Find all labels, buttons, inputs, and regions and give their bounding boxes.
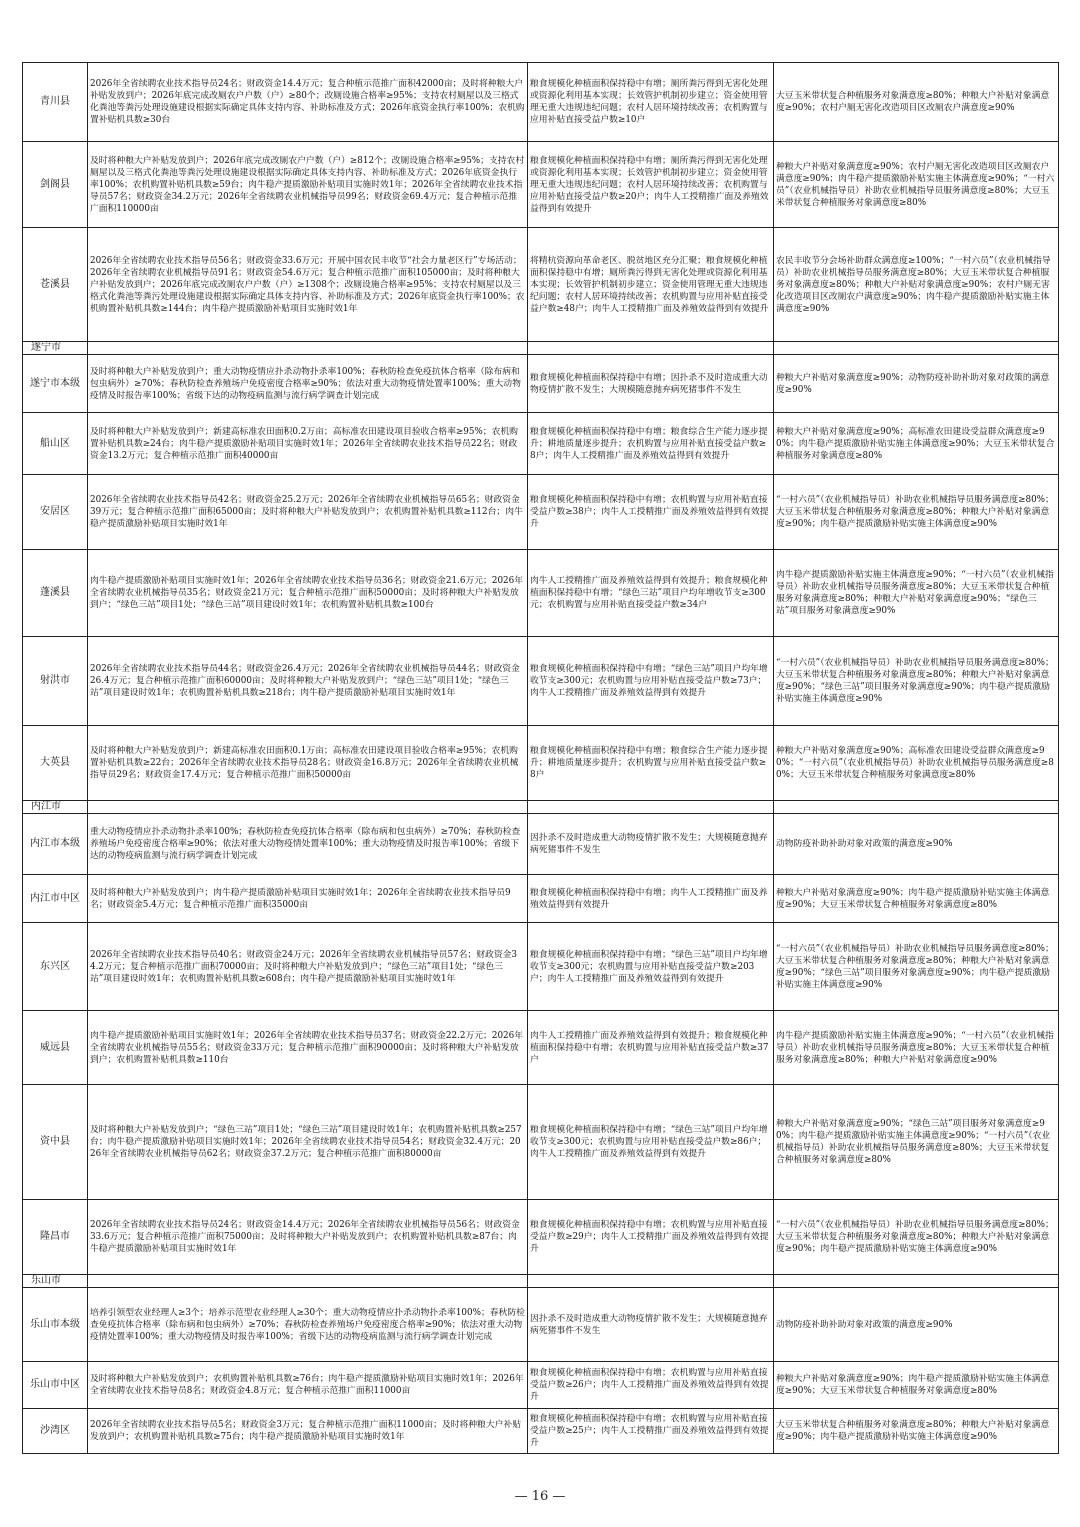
table-body [23,63,1059,1454]
task-indicator-cell: 2026年全省续聘农业技术指导员42名；财政资金25.2万元；2026年全省续聘农业机械指导员65名；财政资金39万元；复合种植示范推广面积65000亩；及时将种粮大户补贴发放到户；农机购置补贴机具数≥112台；肉牛稳产提质激励补贴项目实施时效1年 [88,475,528,550]
city-name-cell: 乐山市 [23,1275,88,1288]
county-name-cell: 船山区 [23,413,88,475]
table-row [23,875,1059,923]
county-name-cell: 沙湾区 [23,1409,88,1454]
satisfaction-indicator-cell: 种粮大户补贴对象满意度≥90%；高标准农田建设受益群众满意度≥90%；肉牛稳产提质激励补贴实施主体满意度≥90%；大豆玉米带状复合种植服务对象满意度≥80% [774,413,1059,475]
satisfaction-indicator-cell: 肉牛稳产提质激励补贴实施主体满意度≥90%；“一村六员”（农业机械指导员）补助农业机械指导员服务满意度≥80%；大豆玉米带状复合种植服务对象满意度≥80%；种粮大户补贴对象满意度≥90% [774,1011,1059,1085]
county-name-cell: 内江市中区 [23,875,88,923]
empty-cell [774,342,1059,355]
effect-indicator-cell: 因扑杀不及时造成重大动物疫情扩散不发生；大规模随意抛弃病死猪事件不发生 [528,814,774,875]
county-name-cell: 资中县 [23,1085,88,1200]
effect-indicator-cell: 粮食规模化种植面积保持稳中有增；粮食综合生产能力逐步提升；耕地质量逐步提升；农机购置与应用补贴直接受益户数≥8户；肉牛人工授精推广面及养殖效益得到有效提升 [528,413,774,475]
satisfaction-indicator-cell: 肉牛稳产提质激励补贴实施主体满意度≥90%；“一村六员”（农业机械指导员）补助农业机械指导员服务满意度≥80%；大豆玉米带状复合种植服务对象满意度≥80%；种粮大户补贴对象满意度≥90%；“绿色三站”项目服务对象满意度≥90% [774,550,1059,637]
table-row [23,726,1059,801]
county-name-cell: 苍溪县 [23,228,88,342]
page-number: — 16 — [514,1489,566,1504]
effect-indicator-cell: 因扑杀不及时造成重大动物疫情扩散不发生；大规模随意抛弃病死猪事件不发生 [528,1288,774,1362]
county-name-cell: 东兴区 [23,923,88,1011]
city-header-row [23,801,1059,814]
task-indicator-cell: 2026年全省续聘农业技术指导员56名；财政资金33.6万元；开展中国农民丰收节“社会力量老区行”专场活动；2026年全省续聘农业机械指导员91名；财政资金54.6万元；复合种植示范推广面积105000亩；及时将种粮大户补贴发放到户；2026年底完成改厕农户户数（户）≥1308个；改厕设施合格率≥95%；支持农村厕屋以及三格式化粪池等粪污处理设施建设根据实际确定具体支持内容、补助标准及方式；2026年底资金执行率100%；农机购置补贴机具数≥144台；肉牛稳产提质激励补贴项目实施时效1年 [88,228,528,342]
task-indicator-cell: 及时将种粮大户补贴发放到户；重大动物疫情应扑杀动物扑杀率100%；春秋防检查免疫抗体合格率（除布病和包虫病外）≥70%；春秋防检查养殖场户免疫密度合格率≥90%；依法对重大动物疫情处置率100%；重大动物疫情及时报告率100%；省级下达的动物疫病监测与流行病学调查计划完成 [88,355,528,413]
satisfaction-indicator-cell: “一村六员”（农业机械指导员）补助农业机械指导员服务满意度≥80%；大豆玉米带状复合种植服务对象满意度≥80%；种粮大户补贴对象满意度≥90%；肉牛稳产提质激励补贴实施主体满意度≥90% [774,475,1059,550]
task-indicator-cell: 2026年全省续聘农业技术指导员40名；财政资金24万元；2026年全省续聘农业机械指导员57名；财政资金34.2万元；复合种植示范推广面积70000亩；及时将种粮大户补贴发放到户；“绿色三站”项目1处；“绿色三站”项目建设时效1年；农机购置补贴机具数≥608台；肉牛稳产提质激励补贴项目实施时效1年 [88,923,528,1011]
county-name-cell: 青川县 [23,63,88,142]
empty-cell [528,801,774,814]
effect-indicator-cell: 粮食规模化种植面积保持稳中有增；厕所粪污得到无害化处理或资源化利用基本实现；长效管护机制初步建立；资金使用管理无重大违规违纪问题；农村人居环境持续改善；农机购置与应用补贴直接受益户数≥20户；肉牛人工授精推广面及养殖效益得到有效提升 [528,142,774,228]
satisfaction-indicator-cell: 动物防疫补助补助对象对政策的满意度≥90% [774,814,1059,875]
empty-cell [88,801,528,814]
city-header-row [23,1275,1059,1288]
satisfaction-indicator-cell: 种粮大户补贴对象满意度≥90%；农村户厕无害化改造项目区改厕农户满意度≥90%；肉牛稳产提质激励补贴实施主体满意度≥90%；“一村六员”（农业机械指导员）补助农业机械指导员服务满意度≥80%；大豆玉米带状复合种植服务对象满意度≥80% [774,142,1059,228]
effect-indicator-cell: 粮食规模化种植面积保持稳中有增；粮食综合生产能力逐步提升；耕地质量逐步提升；农机购置与应用补贴直接受益户数≥8户 [528,726,774,801]
table-row [23,1085,1059,1200]
effect-indicator-cell: 粮食规模化种植面积保持稳中有增；农机购置与应用补贴直接受益户数≥38户；肉牛人工授精推广面及养殖效益得到有效提升 [528,475,774,550]
task-indicator-cell: 重大动物疫情应扑杀动物扑杀率100%；春秋防检查免疫抗体合格率（除布病和包虫病外）≥70%；春秋防检查养殖场户免疫密度合格率≥90%；依法对重大动物疫情处置率100%；重大动物疫情及时报告率100%；省级下达的动物疫病监测与流行病学调查计划完成 [88,814,528,875]
table-row [23,228,1059,342]
table-row [23,550,1059,637]
task-indicator-cell: 及时将种粮大户补贴发放到户；新建高标准农田面积0.1万亩；高标准农田建设项目验收合格率≥95%；农机购置补贴机具数≥22台；2026年全省续聘农业技术指导员28名；财政资金16.8万元；2026年全省续聘农业机械指导员29名；财政资金17.4万元；复合种植示范推广面积50000亩 [88,726,528,801]
table-row [23,1011,1059,1085]
effect-indicator-cell: 粮食规模化种植面积保持稳中有增；农机购置与应用补贴直接受益户数≥25户；肉牛人工授精推广面及养殖效益得到有效提升 [528,1409,774,1454]
table-row [23,1200,1059,1275]
city-name-cell: 遂宁市 [23,342,88,355]
table-row [23,1288,1059,1362]
task-indicator-cell: 及时将种粮大户补贴发放到户；农机购置补贴机具数≥76台；肉牛稳产提质激励补贴项目实施时效1年；2026年全省续聘农业技术指导员8名；财政资金4.8万元；复合种植示范推广面积11000亩 [88,1362,528,1409]
satisfaction-indicator-cell: 种粮大户补贴对象满意度≥90%；高标准农田建设受益群众满意度≥90%；“一村六员”（农业机械指导员）补助农业机械指导员服务满意度≥80%；大豆玉米带状复合种植服务对象满意度≥80% [774,726,1059,801]
effect-indicator-cell: 粮食规模化种植面积保持稳中有增；农机购置与应用补贴直接受益户数≥26户；肉牛人工授精推广面及养殖效益得到有效提升 [528,1362,774,1409]
satisfaction-indicator-cell: “一村六员”（农业机械指导员）补助农业机械指导员服务满意度≥80%；大豆玉米带状复合种植服务对象满意度≥80%；种粮大户补贴对象满意度≥90%；肉牛稳产提质激励补贴实施主体满意度≥90% [774,1200,1059,1275]
task-indicator-cell: 及时将种粮大户补贴发放到户；肉牛稳产提质激励补贴项目实施时效1年；2026年全省续聘农业技术指导员9名；财政资金5.4万元；复合种植示范推广面积35000亩 [88,875,528,923]
table-row [23,923,1059,1011]
empty-cell [528,1275,774,1288]
satisfaction-indicator-cell: “一村六员”（农业机械指导员）补助农业机械指导员服务满意度≥80%；大豆玉米带状复合种植服务对象满意度≥80%；种粮大户补贴对象满意度≥90%；“绿色三站”项目服务对象满意度≥90%；肉牛稳产提质激励补贴实施主体满意度≥90% [774,923,1059,1011]
county-name-cell: 安居区 [23,475,88,550]
empty-cell [774,1275,1059,1288]
county-name-cell: 遂宁市本级 [23,355,88,413]
task-indicator-cell: 肉牛稳产提质激励补贴项目实施时效1年；2026年全省续聘农业技术指导员36名；财政资金21.6万元；2026年全省续聘农业机械指导员35名；财政资金21万元；复合种植示范推广面积50000亩；及时将种粮大户补贴发放到户；“绿色三站”项目1处；“绿色三站”项目建设时效1年；农机购置补贴机具数≥100台 [88,550,528,637]
task-indicator-cell: 及时将种粮大户补贴发放到户；新建高标准农田面积0.2万亩；高标准农田建设项目验收合格率≥95%；农机购置补贴机具数≥24台；肉牛稳产提质激励补贴项目实施时效1年；2026年全省续聘农业技术指导员22名；财政资金13.2万元；复合种植示范推广面积40000亩 [88,413,528,475]
effect-indicator-cell: 粮食规模化种植面积保持稳中有增；因扑杀不及时造成重大动物疫情扩散不发生；大规模随意抛弃病死猪事件不发生 [528,355,774,413]
city-name-cell: 内江市 [23,801,88,814]
table-row [23,1409,1059,1454]
satisfaction-indicator-cell: 大豆玉米带状复合种植服务对象满意度≥80%；种粮大户补贴对象满意度≥90%；肉牛稳产提质激励补贴实施主体满意度≥90% [774,1409,1059,1454]
effect-indicator-cell: 将精杭资源向革命老区、脱贫地区充分汇聚；粮食规模化种植面积保持稳中有增；厕所粪污得到无害化处理或资源化利用基本实现；长效管护机制初步建立；资金使用管理无重大违规违纪问题；农村人居环境持续改善；农机购置与应用补贴直接受益户数≥48户；肉牛人工授精推广面及养殖效益得到有效提升 [528,228,774,342]
task-indicator-cell: 2026年全省续聘农业技术指导员44名；财政资金26.4万元；2026年全省续聘农业机械指导员44名；财政资金26.4万元；复合种植示范推广面积60000亩；及时将种粮大户补贴发放到户；“绿色三站”项目1处；“绿色三站”项目建设时效1年；农机购置补贴机具数≥218台；肉牛稳产提质激励补贴项目实施时效1年 [88,637,528,726]
county-name-cell: 隆昌市 [23,1200,88,1275]
county-name-cell: 乐山市本级 [23,1288,88,1362]
effect-indicator-cell: 粮食规模化种植面积保持稳中有增；“绿色三站”项目户均年增收节支≥300元；农机购置与应用补贴直接受益户数≥73户；肉牛人工授精推广面及养殖效益得到有效提升 [528,637,774,726]
satisfaction-indicator-cell: 大豆玉米带状复合种植服务对象满意度≥80%；种粮大户补贴对象满意度≥90%；农村户厕无害化改造项目区改厕农户满意度≥90% [774,63,1059,142]
table-row [23,1362,1059,1409]
table-row [23,355,1059,413]
empty-cell [528,342,774,355]
effect-indicator-cell: 粮食规模化种植面积保持稳中有增；肉牛人工授精推广面及养殖效益得到有效提升 [528,875,774,923]
county-name-cell: 射洪市 [23,637,88,726]
table-row [23,142,1059,228]
task-indicator-cell: 及时将种粮大户补贴发放到户；“绿色三站”项目1处；“绿色三站”项目建设时效1年；农机购置补贴机具数≥257台；肉牛稳产提质激励补贴项目实施时效1年；2026年全省续聘农业技术指导员54名；财政资金32.4万元；2026年全省续聘农业机械指导员62名；财政资金37.2万元；复合种植示范推广面积80000亩 [88,1085,528,1200]
effect-indicator-cell: 粮食规模化种植面积保持稳中有增；“绿色三站”项目户均年增收节支≥300元；农机购置与应用补贴直接受益户数≥203户；肉牛人工授精推广面及养殖效益得到有效提升 [528,923,774,1011]
satisfaction-indicator-cell: 动物防疫补助补助对象对政策的满意度≥90% [774,1288,1059,1362]
county-name-cell: 乐山市中区 [23,1362,88,1409]
effect-indicator-cell: 粮食规模化种植面积保持稳中有增；“绿色三站”项目户均年增收节支≥300元；农机购置与应用补贴直接受益户数≥86户；肉牛人工授精推广面及养殖效益得到有效提升 [528,1085,774,1200]
task-indicator-cell: 2026年全省续聘农业技术指导员24名；财政资金14.4万元；2026年全省续聘农业机械指导员56名；财政资金33.6万元；复合种植示范推广面积75000亩；及时将种粮大户补贴发放到户；农机购置补贴机具数≥87台；肉牛稳产提质激励补贴项目实施时效1年 [88,1200,528,1275]
task-indicator-cell: 2026年全省续聘农业技术指导员5名；财政资金3万元；复合种植示范推广面积11000亩；及时将种粮大户补贴发放到户；农机购置补贴机具数≥75台；肉牛稳产提质激励补贴项目实施时效1年 [88,1409,528,1454]
effect-indicator-cell: 粮食规模化种植面积保持稳中有增；厕所粪污得到无害化处理或资源化利用基本实现；长效管护机制初步建立；资金使用管理无重大违规违纪问题；农村人居环境持续改善；农机购置与应用补贴直接受益户数≥10户 [528,63,774,142]
task-indicator-cell: 培养引领型农业经理人≥3个；培养示范型农业经理人≥30个；重大动物疫情应扑杀动物扑杀率100%；春秋防检查免疫抗体合格率（除布病和包虫病外）≥70%；春秋防检查养殖场户免疫密度合格率≥90%；依法对重大动物疫情处置率100%；重大动物疫情及时报告率100%；省级下达的动物疫病监测与流行病学调查计划完成 [88,1288,528,1362]
empty-cell [88,1275,528,1288]
table-row [23,63,1059,142]
empty-cell [774,801,1059,814]
table-row [23,814,1059,875]
county-name-cell: 大英县 [23,726,88,801]
satisfaction-indicator-cell: 种粮大户补贴对象满意度≥90%；肉牛稳产提质激励补贴实施主体满意度≥90%；大豆玉米带状复合种植服务对象满意度≥80% [774,875,1059,923]
table-row [23,475,1059,550]
satisfaction-indicator-cell: 农民丰收节分会场补助群众满意度≥100%；“一村六员”（农业机械指导员）补助农业机械指导员服务满意度≥80%；大豆玉米带状复合种植服务对象满意度≥80%；种粮大户补贴对象满意度≥90%；农村户厕无害化改造项目区改厕农户满意度≥90%；肉牛稳产提质激励补贴实施主体满意度≥90% [774,228,1059,342]
satisfaction-indicator-cell: “一村六员”（农业机械指导员）补助农业机械指导员服务满意度≥80%；大豆玉米带状复合种植服务对象满意度≥80%；种粮大户补贴对象满意度≥90%；“绿色三站”项目服务对象满意度≥90%；肉牛稳产提质激励补贴实施主体满意度≥90% [774,637,1059,726]
table-row [23,413,1059,475]
satisfaction-indicator-cell: 种粮大户补贴对象满意度≥90%；动物防疫补助补助对象对政策的满意度≥90% [774,355,1059,413]
effect-indicator-cell: 肉牛人工授精推广面及养殖效益得到有效提升；粮食规模化种植面积保持稳中有增；“绿色三站”项目户均年增收节支≥300元；农机购置与应用补贴直接受益户数≥34户 [528,550,774,637]
county-name-cell: 威远县 [23,1011,88,1085]
performance-target-table [22,62,1059,1454]
satisfaction-indicator-cell: 种粮大户补贴对象满意度≥90%；“绿色三站”项目服务对象满意度≥90%；肉牛稳产提质激励补贴实施主体满意度≥90%；“一村六员”（农业机械指导员）补助农业机械指导员服务满意度≥80%；大豆玉米带状复合种植服务对象满意度≥80% [774,1085,1059,1200]
empty-cell [88,342,528,355]
county-name-cell: 内江市本级 [23,814,88,875]
effect-indicator-cell: 肉牛人工授精推广面及养殖效益得到有效提升；粮食规模化种植面积保持稳中有增；农机购置与应用补贴直接受益户数≥37户 [528,1011,774,1085]
county-name-cell: 蓬溪县 [23,550,88,637]
satisfaction-indicator-cell: 种粮大户补贴对象满意度≥90%；肉牛稳产提质激励补贴实施主体满意度≥90%；大豆玉米带状复合种植服务对象满意度≥80% [774,1362,1059,1409]
table-row [23,637,1059,726]
task-indicator-cell: 2026年全省续聘农业技术指导员24名；财政资金14.4万元；复合种植示范推广面积42000亩；及时将种粮大户补贴发放到户；2026年底完成改厕农户户数（户）≥80个；改厕设施合格率≥95%；支持农村厕屋以及三格式化粪池等粪污处理设施建设根据实际确定具体支持内容、补助标准及方式；2026年底资金执行率100%；农机购置补贴机具数≥30台 [88,63,528,142]
task-indicator-cell: 肉牛稳产提质激励补贴项目实施时效1年；2026年全省续聘农业技术指导员37名；财政资金22.2万元；2026年全省续聘农业机械指导员55名；财政资金33万元；复合种植示范推广面积90000亩；及时将种粮大户补贴发放到户；农机购置补贴机具数≥110台 [88,1011,528,1085]
county-name-cell: 剑阁县 [23,142,88,228]
city-header-row [23,342,1059,355]
task-indicator-cell: 及时将种粮大户补贴发放到户；2026年底完成改厕农户户数（户）≥812个；改厕设施合格率≥95%；支持农村厕屋以及三格式化粪池等粪污处理设施建设根据实际确定具体支持内容、补助标准及方式；2026年底资金执行率100%；农机购置补贴机具数≥59台；肉牛稳产提质激励补贴项目实施时效1年；2026年全省续聘农业技术指导员57名；财政资金34.2万元；2026年全省续聘农业机械指导员99名；财政资金69.4万元；复合种植示范推广面积110000亩 [88,142,528,228]
effect-indicator-cell: 粮食规模化种植面积保持稳中有增；农机购置与应用补贴直接受益户数≥29户；肉牛人工授精推广面及养殖效益得到有效提升 [528,1200,774,1275]
